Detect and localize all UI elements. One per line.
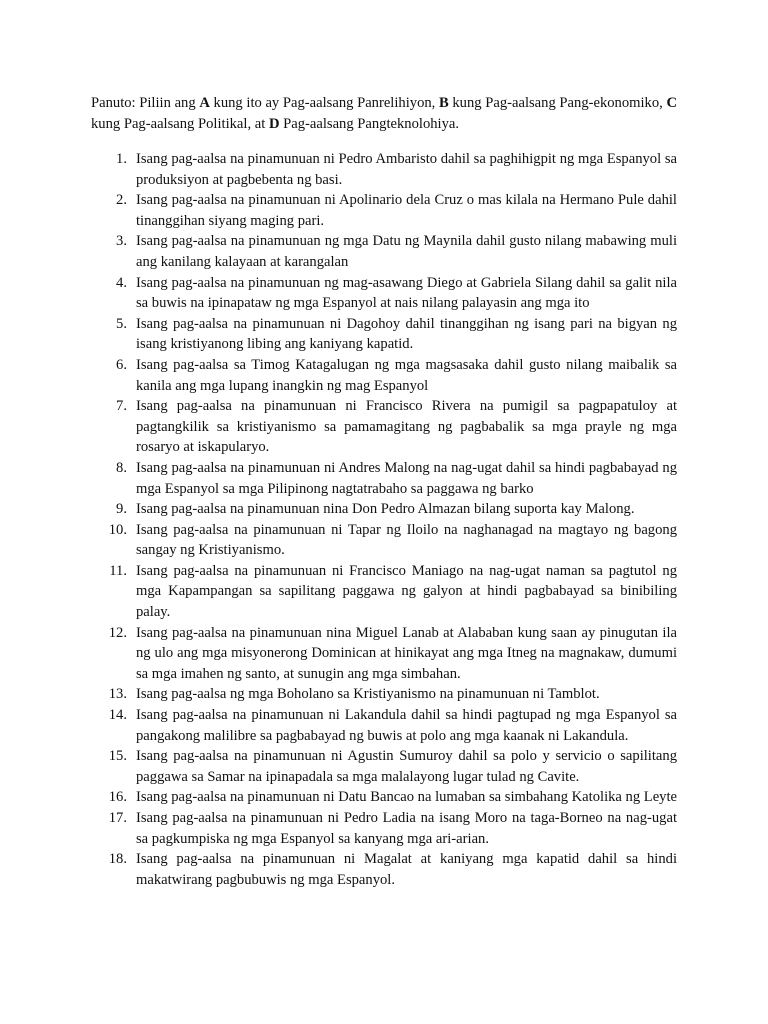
instructions-text-2: kung ito ay Pag-aalsang Panrelihiyon,: [209, 95, 439, 111]
question-item: [91, 149, 677, 190]
option-a-letter: A: [199, 95, 210, 111]
instructions-text-4: kung Pag-aalsang Politikal, at: [91, 115, 269, 132]
option-b-letter: B: [438, 95, 449, 111]
option-d-letter: D: [268, 115, 280, 132]
question-item: [91, 190, 677, 231]
question-number: 10.: [108, 521, 127, 538]
question-text: Isang pag-aalsa sa Timog Katagalugan ng mga magsasaka dahil gusto nilang maibalik sa kanila ang mga lupang inangkin ng mag Espanyol: [136, 356, 677, 394]
question-number: 6.: [116, 356, 127, 373]
question-text: Isang pag-aalsa na pinamunuan ni Tapar ng Iloilo na naghanagad na magtayo ng bagong sangay ng Kristiyanismo.: [136, 521, 677, 559]
question-text: Isang pag-aalsa na pinamunuan nina Don Pedro Almazan bilang suporta kay Malong.: [136, 501, 635, 518]
question-item: [91, 355, 677, 396]
question-number: 1.: [116, 151, 127, 167]
question-item: [91, 561, 677, 623]
question-number: 4.: [116, 274, 127, 291]
instructions-text-3: kung Pag-aalsang Pang-ekonomiko,: [448, 95, 667, 111]
question-number: 2.: [116, 192, 127, 209]
instructions-text-1: Panuto: Piliin ang: [91, 95, 200, 111]
question-number: 17.: [108, 810, 127, 826]
question-text: Isang pag-aalsa na pinamunuan ng mag-asawang Diego at Gabriela Silang dahil sa galit nila sa buwis na ipinapataw ng mga Espanyol at nais nilang palayasin ang mga ito: [136, 274, 677, 312]
question-number: 18.: [108, 851, 127, 868]
question-text: Isang pag-aalsa na pinamunuan ng mga Datu ng Maynila dahil gusto nilang mabawing muli ang kanilang kalayaan at karangalan: [136, 233, 677, 270]
question-number: 16.: [108, 789, 127, 806]
document-page: [91, 93, 677, 890]
question-item: [91, 520, 677, 561]
question-number: 9.: [116, 501, 127, 518]
question-text: Isang pag-aalsa na pinamunuan ni Datu Bancao na lumaban sa simbahang Katolika ng Leyte: [136, 789, 678, 806]
question-item: [91, 273, 677, 314]
question-item: [91, 623, 677, 685]
question-item: [91, 458, 677, 499]
question-text: Isang pag-aalsa na pinamunuan ni Dagohoy dahil tinanggihan ng isang pari na bigyan ng isang kristiyanong libing ang kaniyang kapatid.: [136, 315, 677, 353]
question-item: [91, 849, 677, 890]
question-text: Isang pag-aalsa na pinamunuan ni Pedro Ambaristo dahil sa paghihigpit ng mga Espanyol sa produksiyon at pagbebenta ng basi.: [136, 151, 677, 188]
question-number: 5.: [116, 315, 127, 332]
option-c-letter: C: [666, 95, 677, 111]
question-item: [91, 231, 677, 272]
question-text: Isang pag-aalsa ng mga Boholano sa Kristiyanismo na pinamunuan ni Tamblot.: [136, 686, 600, 703]
question-number: 11.: [109, 562, 127, 579]
question-text: Isang pag-aalsa na pinamunuan ni Agustin Sumuroy dahil sa polo y servicio o sapilitang paggawa sa Samar na ipinapadala sa mga malalayong lugar tulad ng Cavite.: [136, 748, 677, 785]
question-item: [91, 314, 677, 355]
question-number: 3.: [116, 233, 127, 250]
question-number: 7.: [116, 398, 127, 415]
question-item: [91, 396, 677, 458]
question-number: 13.: [108, 686, 127, 703]
instructions-text-5: Pag-aalsang Pangteknolohiya.: [279, 115, 460, 132]
question-item: [91, 746, 677, 787]
question-text: Isang pag-aalsa na pinamunuan ni Lakandula dahil sa hindi pagtupad ng mga Espanyol sa pangakong malilibre sa pagbabayad ng buwis at polo ang mga kaanak ni Lakandula.: [136, 707, 677, 744]
question-text: Isang pag-aalsa na pinamunuan ni Pedro Ladia na isang Moro na taga-Borneo na nag-ugat sa pagkumpiska ng mga Espanyol sa kanyang mga ari-arian.: [136, 810, 677, 847]
question-number: 14.: [108, 707, 127, 724]
question-text: Isang pag-aalsa na pinamunuan ni Francisco Rivera na pumigil sa pagpapatuloy at pagtangkilik sa kristiyanismo sa pamamagitang ng pagbabalik sa mga prayle ng mga rosaryo at iskapularyo.: [136, 398, 677, 456]
question-item: [91, 684, 677, 705]
question-item: [91, 705, 677, 746]
question-list: [91, 149, 677, 890]
question-number: 12.: [108, 624, 127, 641]
question-item: [91, 808, 677, 849]
instructions-paragraph: [91, 93, 677, 134]
question-text: Isang pag-aalsa na pinamunuan nina Miguel Lanab at Alababan kung saan ay pinugutan ila ng ulo ang mga misyonerong Dominican at hinikayat ang mga Itneg na magnakaw, dumumi sa mga imahen ng santo, at sunugin ang mga simbahan.: [136, 624, 677, 682]
question-item: [91, 787, 677, 808]
question-item: [91, 499, 677, 520]
question-text: Isang pag-aalsa na pinamunuan ni Andres Malong na nag-ugat dahil sa hindi pagbabayad ng mga Espanyol sa mga Pilipinong nagtatrabaho sa paggawa ng barko: [136, 459, 677, 497]
question-number: 8.: [116, 459, 127, 476]
question-text: Isang pag-aalsa na pinamunuan ni Magalat at kaniyang mga kapatid dahil sa hindi makatwirang pagbubuwis ng mga Espanyol.: [136, 851, 677, 888]
question-text: Isang pag-aalsa na pinamunuan ni Francisco Maniago na nag-ugat naman sa pagtutol ng mga Kapampangan sa sapilitang paggawa ng galyon at hindi pagbabayad sa binibiling palay.: [136, 562, 677, 621]
question-text: Isang pag-aalsa na pinamunuan ni Apolinario dela Cruz o mas kilala na Hermano Pule dahil tinanggihan siyang maging pari.: [136, 192, 677, 229]
question-number: 15.: [108, 748, 127, 765]
